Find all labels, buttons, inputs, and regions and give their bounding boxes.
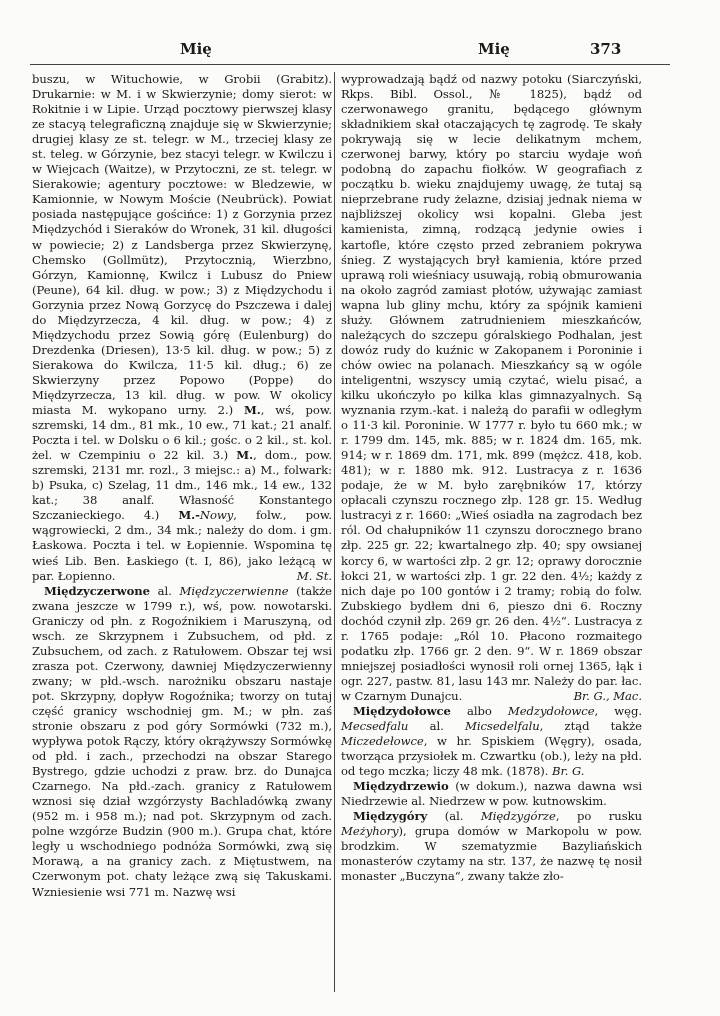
- entry-text: (w dokum.), nazwa dawna wsi Niedrzewie al. Niedrzew w pow. kutnowskim.: [341, 779, 642, 809]
- entry-text: al.: [408, 719, 465, 734]
- author-signature: Br. G., Mac.: [573, 688, 642, 703]
- entry-text: , ztąd także: [539, 719, 642, 734]
- entry-miedzyczerwone: [32, 584, 332, 900]
- entry-text: , węg.: [594, 703, 642, 718]
- entry-text: , folw., pow. wągrowiecki, 2 dm., 34 mk.; należy do dom. i gm. Łaskowa. Poczta i tel. w Łopiennie. Wspomina tę wieś Lib. Ben. Łaskiego (t. I, 86), jako leżącą w par. Łopienno.: [32, 508, 332, 583]
- entry-italic: Micsedelfalu: [465, 719, 540, 734]
- entry-miedzydolowce: [341, 704, 642, 779]
- entry-italic: Medzydołowce: [507, 703, 595, 718]
- entry-keyword: M.-: [178, 508, 200, 523]
- entry-keyword: M.: [243, 403, 261, 418]
- header-left-keyword: Mię: [180, 40, 212, 58]
- author-signature: Br. G.: [552, 764, 585, 779]
- entry-keyword: Międzydołowce: [353, 703, 451, 718]
- entry-text: (także zwana jeszcze w 1799 r.), wś, pow. nowotarski. Graniczy od płn. z Rogoźnikiem i Maruszyną, od wsch. ze Skrzypnem i Zubsuchem, od płd. z Zubsuchem, od zach. z Ratułowem. Obszar tej wsi zrasza pot. Czerwony, dawniej Międzyczerwienny zwany; w płd.-wsch. narożniku obszaru nastaje pot. Skrzypny, dopływ Rogoźnika; tworzy on tutaj część granicy wschodniej gm. M.; w płn. zaś stronie obszaru z pod góry Sormówki (732 m.), wypływa potok Rączy, który okrążywszy Sormówkę od płd. i zach., przechodzi na obszar Starego Bystrego, gdzie uchodzi z praw. brz. do Dunajca Czarnego. Na płd.-zach. granicy z Ratułowem wznosi się dział wzgórzysty Bachladówką zwany (952 m. i 958 m.); nad pot. Skrzypnym od zach. polne wzgórze Budzin (900 m.). Grupa chat, które legły u wschodniego podnóża Sormówki, zwą się Morawą, a na granicy zach. z Miętustwem, na Czerwonym pot. chaty leżące zwą się Takuskami. Wzniesienie wsi 771 m. Nazwę wsi: [32, 583, 332, 899]
- right-column: [341, 72, 642, 885]
- entry-continuation: [32, 72, 332, 584]
- entry-italic: Międzygórze: [480, 809, 556, 824]
- author-signature: M. St.: [296, 568, 332, 583]
- entry-italic: Międzyczerwienne: [179, 583, 289, 598]
- header-middle-keyword: Mię: [478, 40, 510, 58]
- entry-italic: Meżyhory: [341, 824, 399, 839]
- entry-keyword: Międzygóry: [353, 809, 428, 824]
- entry-text: (al.: [427, 809, 481, 824]
- left-column: [32, 72, 332, 900]
- entry-text: wyprowadzają bądź od nazwy potoku (Siarczyński, Rkps. Bibl. Ossol., № 1825), bądź od czerwonawego granitu, będącego głównym składnikiem skał otaczających tę zagrodę. Te skały pokrywają się w lecie delikatnym mchem, czerwonej barwy, który po starciu wydaje woń podobną do zapachu fiołków. W geografiach z początku b. wieku znajdujemy uwagę, że tutaj są nieprzebrane rudy żelazne, dzisiaj jednak niema w najbliższej okolicy wsi kopalni. Gleba jest kamienista, zimną, rodzącą jedynie owies i kartofle, które często przed zebraniem pokrywa śnieg. Z wystających brył kamienia, które przed uprawą roli wieśniacy usuwają, robią obmurowania na około zagród zamiast płotów, używając zamiast wapna lub gliny mchu, który za spójnik kamieni służy. Głównem zatrudnieniem mieszkańców, należących do szczepu góralskiego Podhalan, jest dowóz rudy do kuźnic w Zakopanem i Poroninie i chów owiec na polanach. Mieszkańcy są w ogóle inteligentni, wszyscy umią czytać, wielu pisać, a kilku ukończyło po kilka klas gimnazyalnych. Są wyznania rzym.-kat. i należą do parafii w odległym o 11·3 kil. Poroninie. W 1777 r. było tu 660 mk.; w r. 1799 dm. 145, mk. 885; w r. 1824 dm. 165, mk. 914; w r. 1869 dm. 171, mk. 899 (mężcz. 418, kob. 481); w r. 1880 mk. 912. Lustracya z r. 1636 podaje, że w M. było zarębników 17, którzy opłacali czynszu rocznego złp. 128 gr. 15. Według lustracyi z r. 1660: „Wieś osiadła na zagrodach bez ról. Od chałupników 11 czynszu dorocznego brano złp. 225 gr. 22; kwartalnego złp. 40; spy owsianej korcy 6, w wartości złp. 2 gr. 12; oprawy dorocznie łokci 21, w wartości złp. 1 gr. 22 den. 4½; każdy z nich daje po 100 gontów i 2 tramy; robią do folw. Zubskiego bydłem dni 6, pieszo dni 6. Roczny dochód czynił złp. 269 gr. 26 den. 4½“. Lustracya z r. 1765 podaje: „Ról 10. Płacono rozmaitego podatku złp. 1766 gr. 2 den. 9“. W r. 1869 obszar mniejszej posiadłości wynosił roli ornej 1365, łąk i ogr. 227, pastw. 81, lasu 143 mr. Należy do par. łac. w Czarnym Dunajcu.: [341, 72, 642, 703]
- entry-continuation: [341, 72, 642, 704]
- entry-text: buszu, w Wituchowie, w Grobii (Grabitz). Drukarnie: w M. i w Skwierzynie; domy sierot: w Rokitnie i w Lipie. Urząd pocztowy pierwszej klasy ze stacyą telegraficzną znajduje się w Skwierzynie; drugiej klasy ze st. telegr. w M., trzeciej klasy ze st. teleg. w Górzynie, bez stacyi telegr. w Kwilczu i w Wiejcach (Waitze), w Przytoczni, ze st. telegr. w Sierakowie; agentury pocztowe: w Bledzewie, w Kamionnie, w Nowym Moście (Neubrück). Powiat posiada następujące gościńce: 1) z Gorzynia przez Międzychód i Sieraków do Wronek, 31 kil. długości w powiecie; 2) z Landsberga przez Skwierzynę, Chemsko (Gollmütz), Przytocznią, Wierzbno, Górzyn, Kamionnę, Kwilcz i Lubusz do Pniew (Peune), 64 kil. dług. w pow.; 3) z Międzychodu i Gorzynia przez Nową Gorzycę do Pszczewa i dalej do Międzyrzecza, 4 kil. dług. w pow.; 4) z Międzychodu przez Sowią górę (Eulenburg) do Drezdenka (Driesen), 13·5 kil. dług. w pow.; 5) z Sierakowa do Kwilcza, 11·5 kil. dług.; 6) ze Skwierzyny przez Popowo (Poppe) do Międzyrzecza, 13 kil. dług. w pow. W okolicy miasta M. wykopano urny. 2.): [32, 72, 332, 418]
- page-number: 373: [590, 40, 622, 58]
- entry-italic: Mecsedfalu: [341, 719, 409, 734]
- entry-miedzydrzewio: [341, 779, 642, 809]
- header-rule: [30, 64, 670, 65]
- entry-miedzygory: [341, 809, 642, 884]
- entry-text: , dom., pow. szremski, 2131 mr. rozl., 3 miejsc.: a) M., folwark: b) Psuka, c) Szelag, 11 dm., 146 mk., 14 ew., 132 kat.; 38 analf. Własność Konstantego Szczanieckiego. 4.): [32, 448, 332, 523]
- entry-keyword: Międzydrzewio: [353, 779, 449, 794]
- entry-text: al.: [150, 583, 180, 598]
- entry-keyword: M.: [236, 448, 254, 463]
- column-divider: [334, 72, 335, 992]
- entry-italic: Miczedełowce: [341, 734, 424, 749]
- entry-text: ), grupa domów w Markopolu w pow. brodzkim. W szematyzmie Bazyliańskich monasterów czytamy na str. 137, że nazwę tę nosił monaster „Buczyna“, zwany także zło-: [341, 824, 642, 884]
- entry-text: , w hr. Spiskiem (Węgry), osada, tworząca przysiołek m. Czwartku (ob.), leży na płd. od tego mczka; liczy 48 mk. (1878).: [341, 734, 642, 779]
- entry-text: albo: [450, 703, 508, 718]
- entry-italic: Nowy: [199, 508, 234, 523]
- entry-keyword: Międzyczerwone: [44, 583, 150, 598]
- entry-text: , po rusku: [555, 809, 642, 824]
- entry-text: , wś, pow. szremski, 14 dm., 81 mk., 10 ew., 71 kat.; 21 analf. Poczta i tel. w Dolsku o 6 kil.; gośc. o 2 kil., st. kol. żel. w Czempiniu o 22 kil. 3.): [32, 403, 332, 463]
